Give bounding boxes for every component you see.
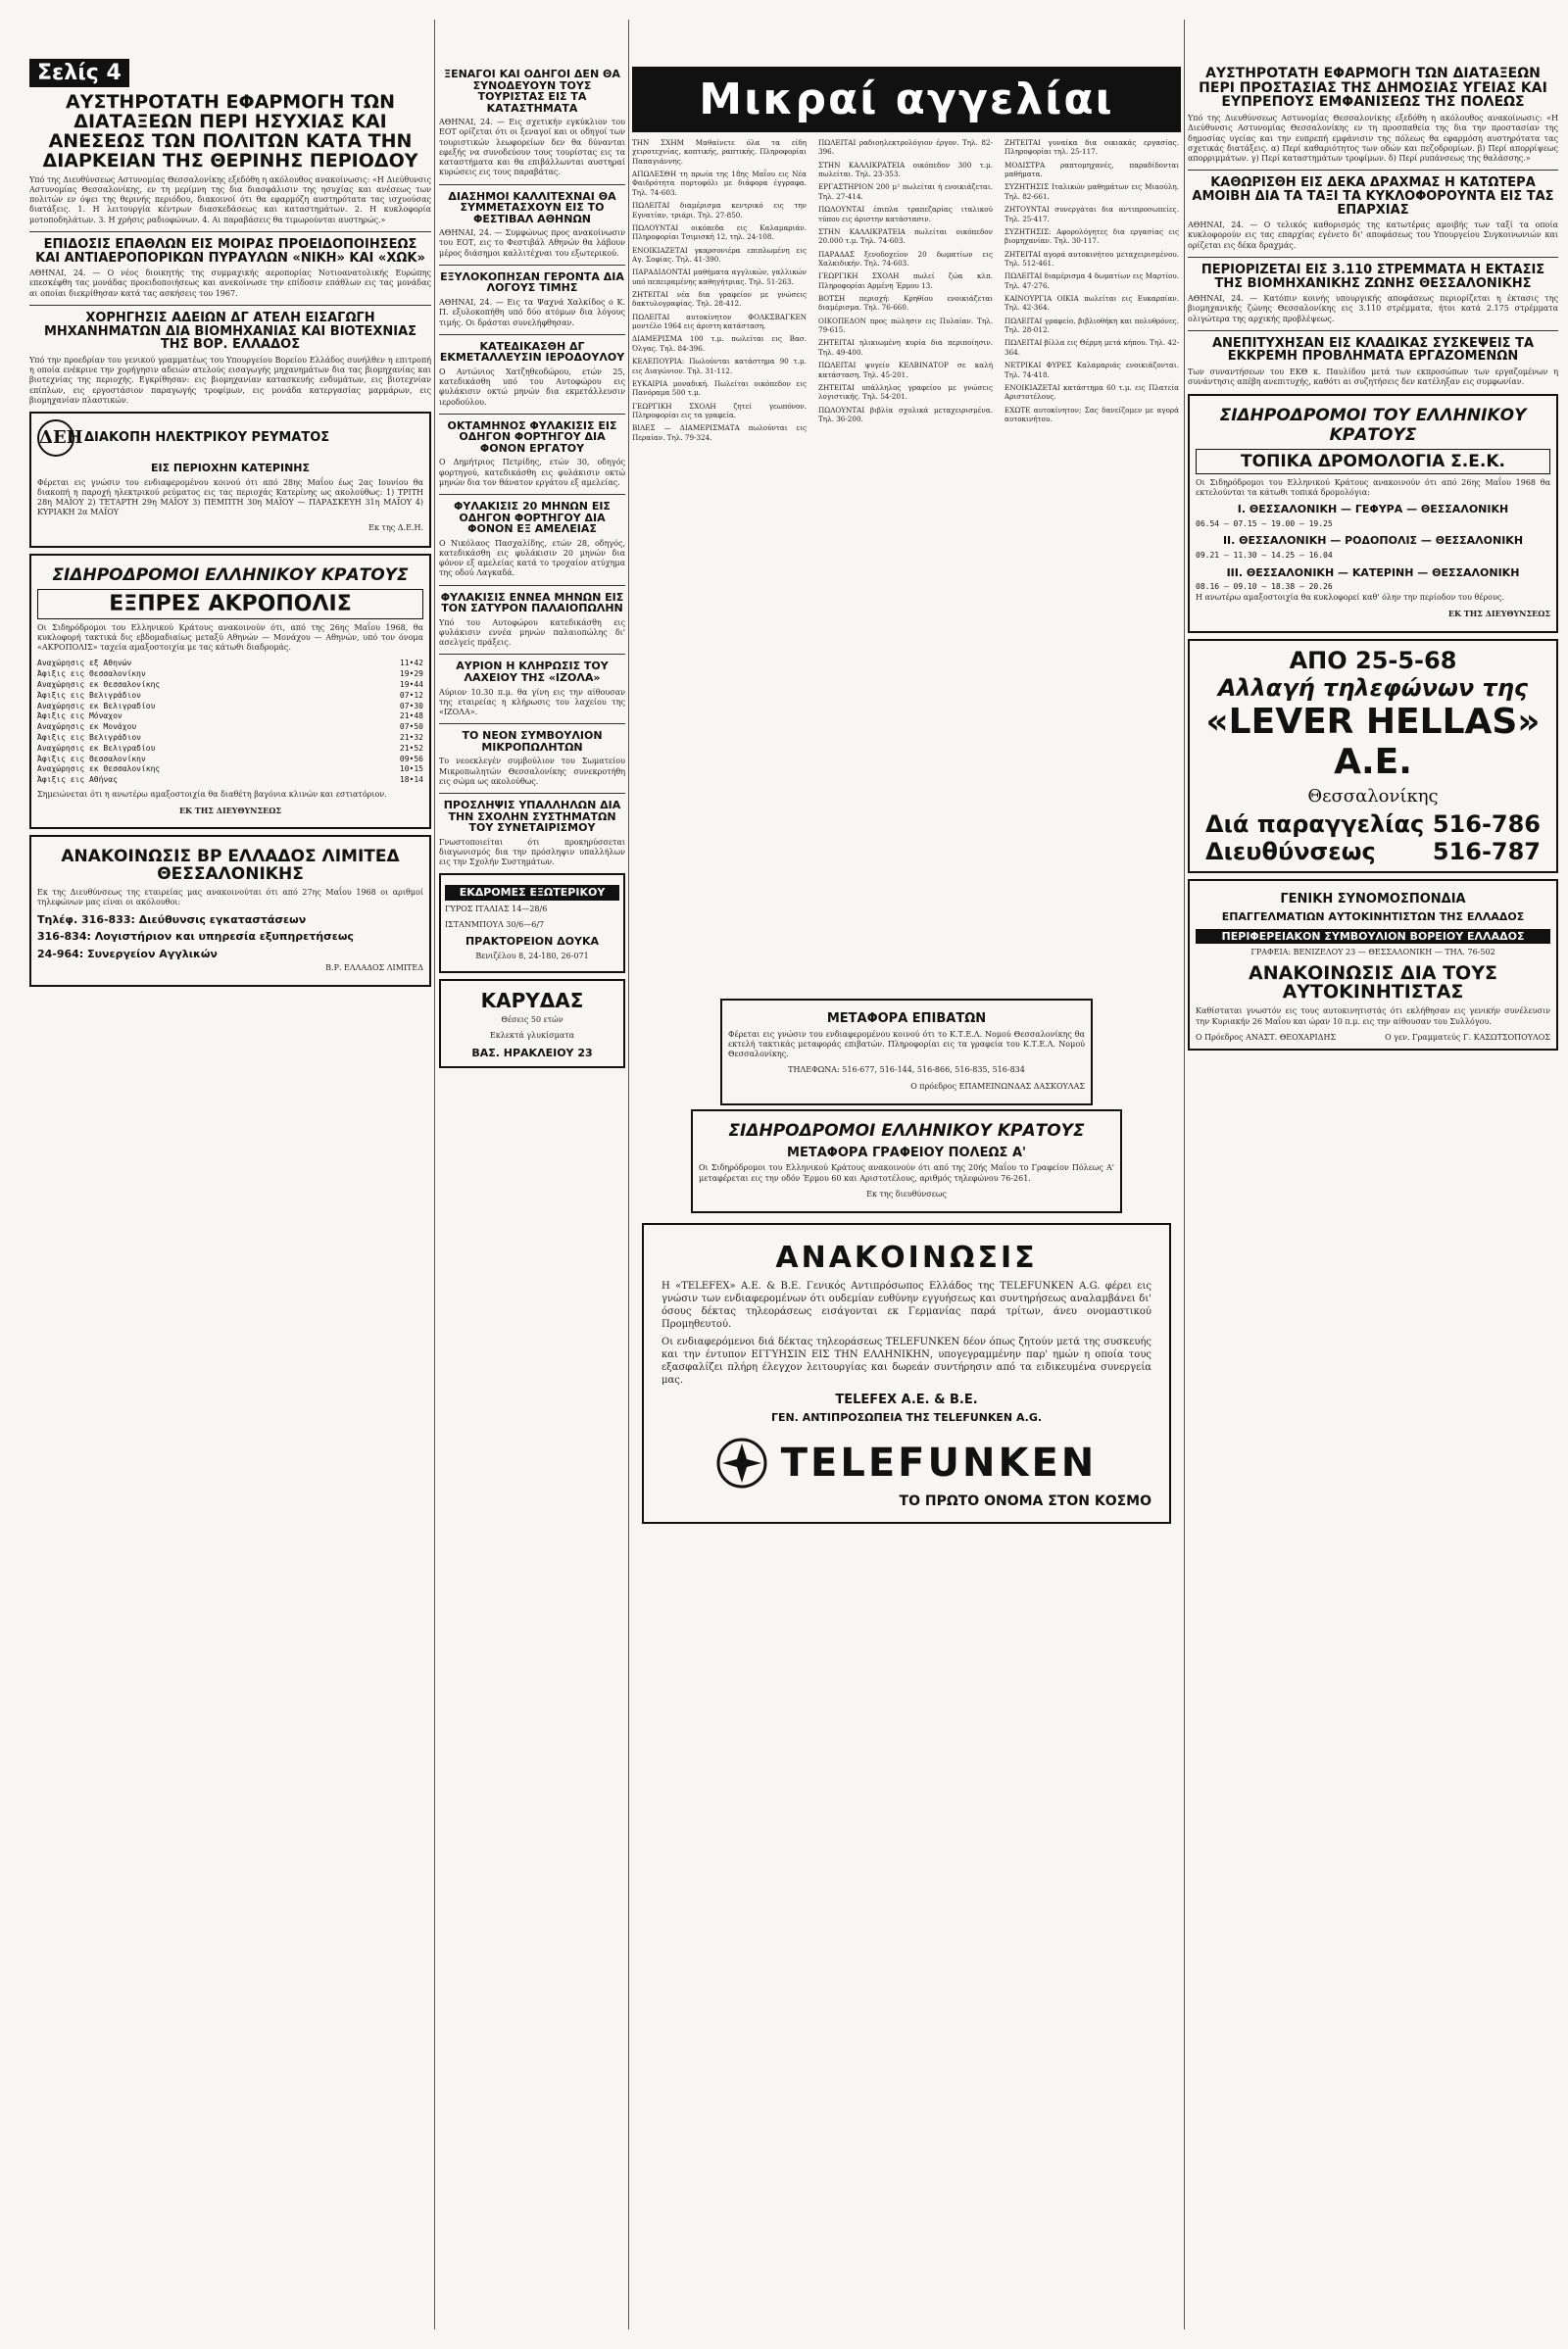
timetable-station: Άφιξις εις Βελιγράδιον [37,690,141,700]
timetable-time: 18•14 [399,775,423,785]
rail-notice-local [1188,394,1558,633]
classified-ad: ΖΗΤΕΙΤΑΙ υπάλληλος γραφείου με γνώσεις λογιστικής. Τηλ. 54-201. [818,382,993,402]
org-name: ΓΕΝΙΚΗ ΣΥΝΟΜΟΣΠΟΝΔΙΑ [1280,891,1466,906]
divider [439,334,625,335]
timetable-row [37,702,423,712]
timetable-station: Άφιξις εις Αθήνας [37,775,118,785]
ad-agency: ΠΡΑΚΤΟΡΕΙΟΝ ΔΟΥΚΑ [465,935,600,949]
excursion-list [445,905,619,930]
ad-brand: «LEVER HELLAS» Α.Ε. [1205,701,1541,782]
headline: ΕΞΥΛΟΚΟΠΗΣΑΝ ΓΕΡΟΝΤΑ ΔΙΑ ΛΟΓΟΥΣ ΤΙΜΗΣ [440,269,624,295]
headline: ΟΚΤΑΜΗΝΟΣ ΦΥΛΑΚΙΣΙΣ ΕΙΣ ΟΔΗΓΟΝ ΦΟΡΤΗΓΟΥ ΔΙΑ ΦΟΝΟΝ ΕΡΓΑΤΟΥ [447,418,617,455]
notice-sign: ΓΕΝ. ΑΝΤΙΠΡΟΣΩΠΕΙΑ ΤΗΣ TELEFUNKEN A.G. [770,1411,1043,1425]
article-body: Των συναντήσεων του ΕΚΘ κ. Παυλίδου μετά των εκπροσώπων των εργαζομένων η συνάντησις απέβη ανεπιτυχής, καθότι αι συζητήσεις δεν κατέληξαν εις συμφωνίαν. [1188,367,1558,387]
notice-sign: TELEFEX A.E. & B.E. [835,1392,978,1407]
rail-notice-akropolis [29,554,431,830]
notice-sign: Ο πρόεδρος ΕΠΑΜΕΙΝΩΝΔΑΣ ΔΑΣΚΟΥΛΑΣ [910,1081,1085,1091]
classified-ad: ΒΟΤΣΗ περιοχή: Κρηθίου ενοικιάζεται διαμέρισμα. Τηλ. 76-660. [818,294,993,313]
classified-ad: ΣΥΖΗΤΗΣΙΣ Ιταλικών μαθημάτων εις Μιαούλη. Τηλ. 82-661. [1004,182,1179,201]
notice-body: Οι Σιδηρόδρομοι του Ελληνικού Κράτους ανακοινούν ότι από 26ης Μαΐου 1968 θα εκτελούνται τα κάτωθι τοπικά δρομολόγια: [1196,477,1550,497]
notice-phones: ΤΗΛΕΦΩΝΑ: 516-677, 516-144, 516-866, 516-835, 516-834 [788,1065,1025,1075]
org-address: ΓΡΑΦΕΙΑ: ΒΕΝΙΖΕΛΟΥ 23 — ΘΕΣΣΑΛΟΝΙΚΗ — ΤΗΛ. 76-502 [1250,948,1495,957]
notice-body: Εκ της Διευθύνσεως της εταιρείας μας ανακοινούται ότι από 27ης Μαΐου 1968 οι αριθμοί τηλεφώνων μας είναι οι ακόλουθοι: [37,888,423,907]
classified-ad: ΕΝΟΙΚΙΑΖΕΤΑΙ κατάστημα 60 τ.μ. εις Πλατεία Αριστοτέλους. [1004,382,1179,402]
timetable-row [37,764,423,775]
divider [439,265,625,266]
headline: ΕΠΙΔΟΣΙΣ ΕΠΑΘΛΩΝ ΕΙΣ ΜΟΙΡΑΣ ΠΡΟΕΙΔΟΠΟΙΗΣΕΩΣ ΚΑΙ ΑΝΤΙΑΕΡΟΠΟΡΙΚΩΝ ΠΥΡΑΥΛΩΝ «ΝΙΚΗ» ΚΑΙ «ΧΩΚ» [35,236,425,266]
phone-line: 24-964: Συνεργείον Αγγλικών [37,947,218,960]
classified-ad: ΠΩΛΕΙΤΑΙ βίλλα εις Θέρμη μετά κήπου. Τηλ. 42-364. [1004,338,1179,357]
classified-ad: ΠΩΛΕΙΤΑΙ αυτοκίνητον ΦΟΛΚΣΒΑΓΚΕΝ μοντέλο 1964 εις άριστη κατάσταση. [632,312,807,331]
timetable-time: 21•52 [399,743,423,753]
column-3 [632,0,1181,2349]
classifieds-column [818,138,993,427]
notice-note: Σημειώνεται ότι η ανωτέρω αμαξοστοιχία θα διαθέτη βαγόνια κλινών και εστιατόριον. [37,789,387,799]
timetable-row [37,722,423,733]
classifieds-grid [632,132,1181,995]
timetable [37,659,423,786]
timetable-station: Άφιξις εις Βελιγράδιον [37,733,141,742]
divider [1188,330,1558,331]
notice-title: ΣΙΔΗΡΟΔΡΟΜΟΙ ΕΛΛΗΝΙΚΟΥ ΚΡΑΤΟΥΣ [52,564,409,585]
timetable-station: Αναχώρησις εκ Βελιγραδίου [37,701,156,710]
timetable-station: Άφιξις εις Μόναχον [37,711,122,721]
headline: ΠΡΟΣΛΗΨΙΣ ΥΠΑΛΛΗΛΩΝ ΔΙΑ ΤΗΝ ΣΧΟΛΗΝ ΣΥΣΤΗΜΑΤΩΝ ΤΟΥ ΣΥΝΕΤΑΙΡΙΣΜΟΥ [443,799,621,835]
ad-brand: ΚΑΡΥΔΑΣ [480,989,584,1013]
headline: ΔΙΑΣΗΜΟΙ ΚΑΛΛΙΤΕΧΝΑΙ ΘΑ ΣΥΜΜΕΤΑΣΧΟΥΝ ΕΙΣ ΤΟ ΦΕΣΤΙΒΑΛ ΑΘΗΝΩΝ [448,189,616,225]
classified-ad: ΖΗΤΕΙΤΑΙ αγορά αυτοκινήτου μεταχειρισμένου. Τηλ. 512-461. [1004,249,1179,268]
route-times: 09.21 — 11.30 — 14.25 — 16.04 [1196,550,1333,560]
headline: ΑΝΕΠΙΤΥΧΗΣΑΝ ΕΙΣ ΚΛΑΔΙΚΑΣ ΣΥΣΚΕΨΕΙΣ ΤΑ ΕΚΚΡΕΜΗ ΠΡΟΒΛΗΜΑΤΑ ΕΡΓΑΖΟΜΕΝΩΝ [1211,335,1535,365]
article-body: Ο Δημήτριος Πετρίδης, ετών 30, οδηγός φορτηγού, κατεδικάσθη εις φυλάκισιν οκτώ μηνών δια τον θάνατον εργάτου εξ αμελείας. [439,458,625,487]
classified-ad: ΠΩΛΕΙΤΑΙ γραφείο, βιβλιοθήκη και πολυθρόνες. Τηλ. 28-012. [1004,316,1179,335]
classified-ad: ΠΩΛΟΥΝΤΑΙ οικόπεδα εις Καλαμαριάν. Πληροφορίαι Τσιμισκή 12, τηλ. 24-108. [632,222,807,242]
notice-sign: Εκ της Δ.Ε.Η. [368,523,423,533]
classified-ad: ΖΗΤΕΙΤΑΙ γυναίκα δια οικιακάς εργασίας. Πληροφορίαι τηλ. 25-117. [1004,138,1179,157]
classified-ad: ΓΕΩΡΓΙΚΗ ΣΧΟΛΗ ζητεί γεωπόνον. Πληροφορίαι εις τα γραφεία. [632,401,807,419]
notice-subtitle: ΕΙΣ ΠΕΡΙΟΧΗΝ ΚΑΤΕΡΙΝΗΣ [150,462,311,474]
classified-ad: ΠΩΛΕΙΤΑΙ ψυγείο ΚΕΛΒΙΝΑΤΟΡ σε καλή κατάσταση. Τηλ. 45-201. [818,361,993,379]
article-body: ΑΘΗΝΑΙ, 24. — Κατόπιν κοινής υπουργικής αποφάσεως περιορίζεται η έκτασις της βιομηχανικής ζώνης Θεσσαλονίκης εις 3.110 στρέμματα, ήτοι κατά 2.175 στρέμματα ολιγώτερα της αρχικής προβλέψεως. [1188,294,1558,323]
classified-ad: ΠΩΛΕΙΤΑΙ διαμέρισμα κεντρικό εις την Εγνατίαν, τριάρι. Τηλ. 27-850. [632,201,807,220]
notice-title: ΑΝΑΚΟΙΝΩΣΙΣ ΔΙΑ ΤΟΥΣ ΑΥΤΟΚΙΝΗΤΙΣΤΑΣ [1249,961,1497,1003]
article-body: Υπό την προεδρίαν του γενικού γραμματέως του Υπουργείου Βορείου Ελλάδος συνήλθεν η επιτροπή η οποία ενέκρινε την χορήγησιν αδειών ατελούς εισαγωγής μηχανημάτων δια τας βιομηχανίας και βιοτεχνίας της περιοχής. Εγκρίθησαν: εις βιομηχανίαν κατασκευής ενδυμάτων, εις βιοτεχνίαν επίπλων, εις εργοστάσιον παραγωγής τροφίμων, εις μονάδα κατεργασίας μαρμάρων, εις βιομηχανίαν πλαστικών. [29,355,431,405]
notice-body: Οι Σιδηρόδρομοι του Ελληνικού Κράτους ανακοινούν ότι από της 20ής Μαΐου το Γραφείον Πόλεως Α' μεταφέρεται εις την οδόν Έρμου 60 και Αριστοτέλους, αριθμός τηλεφώνου 76-261. [699,1163,1114,1183]
notice-sign: ΕΚ ΤΗΣ ΔΙΕΥΘΥΝΣΕΩΣ [178,806,282,816]
classified-ad: ΚΕΛΕΠΟΥΡΙΑ: Πωλούνται κατάστημα 90 τ.μ. εις Διαγώνιον. Τηλ. 31-112. [632,357,807,375]
headline: ΑΥΡΙΟΝ Η ΚΛΗΡΩΣΙΣ ΤΟΥ ΛΑΧΕΙΟΥ ΤΗΣ «ΙΖΟΛΑ» [456,660,609,685]
headline: ΚΑΤΕΔΙΚΑΣΘΗ ΔΓ ΕΚΜΕΤΑΛΛΕΥΣΙΝ ΙΕΡΟΔΟΥΛΟΥ [439,339,625,365]
classified-ad: ΓΕΩΡΓΙΚΗ ΣΧΟΛΗ πωλεί ζώα κλπ. Πληροφορίαι Αρμένη Έρμου 13. [818,271,993,290]
notice-sign: Ο Πρόεδρος ΑΝΑΣΤ. ΘΕΟΧΑΡΙΔΗΣ [1196,1032,1337,1042]
excursion-item: ΓΥΡΟΣ ΙΤΑΛΙΑΣ 14—28/6 [445,904,548,913]
timetable-station: Αναχώρησις εξ Αθηνών [37,659,132,668]
classified-ad: ΣΤΗΝ ΚΑΛΛΙΚΡΑΤΕΙΑ οικόπεδον 300 τ.μ. πωλείται. Τηλ. 23-353. [818,160,993,179]
telefunken-brand: TELEFUNKEN [780,1440,1098,1486]
notice-title: ΣΙΔΗΡΟΔΡΟΜΟΙ ΤΟΥ ΕΛΛΗΝΙΚΟΥ ΚΡΑΤΟΥΣ [1219,405,1527,445]
phone-label: Διευθύνσεως [1205,837,1376,865]
classifieds-column [632,138,807,446]
timetable-time: 11•42 [399,659,423,668]
notice-body: Φέρεται εις γνώσιν του ενδιαφερομένου κοινού ότι το Κ.Τ.Ε.Λ. Νομού Θεσσαλονίκης θα εκτελή τακτικάς μεταφοράς επιβατών. Πληροφορίαι εις τα γραφεία του Κ.Τ.Ε.Λ. Νομού Θεσσαλονίκης. [728,1029,1085,1059]
timetable-row [37,659,423,669]
timetable-row [37,733,423,744]
rail-notice-office [691,1109,1122,1213]
article-body: ΑΘΗΝΑΙ, 24. — Ο νέος διοικητής της συμμαχικής αεροπορίας Νοτιοανατολικής Ευρώπης επεσκέφθη τας μονάδας προειδοποιήσεως και ανεκοίνωσε την επίδοσιν επάθλων εις τας μονάδας αι οποίαι διεκρίθησαν κατά τας ασκήσεις του 1967. [29,269,431,298]
timetable-time: 19•29 [399,669,423,679]
notice-body: Φέρεται εις γνώσιν του ενδιαφερομένου κοινού ότι από 28ης Μαΐου έως 2ας Ιουνίου θα διακοπή η παροχή ηλεκτρικού ρεύματος εις τας περιοχάς Κατερίνης ως ακολούθως: 1) ΤΡΙΤΗ 28η ΜΑΪΟΥ 2) ΤΕΤΑΡΤΗ 29η ΜΑΪΟΥ 3) ΠΕΜΠΤΗ 30η ΜΑΪΟΥ — ΠΑΡΑΣΚΕΥΗ 31η ΜΑΪΟΥ 4) ΚΥΡΙΑΚΗ 2α ΜΑΪΟΥ [37,477,423,517]
classified-ad: ΕΝΟΙΚΙΑΖΕΤΑΙ γκαρσονιέρα επιπλωμένη εις Αγ. Σοφίας. Τηλ. 41-390. [632,245,807,264]
notice-title: ΑΝΑΚΟΙΝΩΣΙΣ [775,1241,1038,1276]
classified-ad: ΜΟΔΙΣΤΡΑ ραπτομηχανές, παραδίδονται μαθήματα. [1004,160,1179,179]
ad-city: Θεσσαλονίκης [1307,785,1439,807]
transport-notice [720,999,1093,1105]
article-body: Υπό της Διευθύνσεως Αστυνομίας Θεσσαλονίκης εξεδόθη η ακόλουθος ανακοίνωσις: «Η Διεύθυνσις Αστυνομίας Θεσσαλονίκης, εν τη μερίμνη της δια διασφάλισιν της ησυχίας και ανέσεως των πολιτών εν όψει της θερινής περιόδου, διακοινοί ότι θα εφαρμόζη αυστηρότατα τας ισχυούσας διατάξεις. 1. Η λειτουργία κέντρων διασκεδάσεως και καταστημάτων. 2. Η κυκλοφορία μοτοποδηλάτων. 3. Η χρήσις ραδιοφώνων. 4. Αι παραβάσεις θα τιμωρούνται αυστηρώς.» [29,174,431,224]
classified-ad: ΖΗΤΕΙΤΑΙ ηλικιωμένη κυρία δια περιποίησιν. Τηλ. 49-400. [818,338,993,357]
org-name: ΕΠΑΓΓΕΛΜΑΤΙΩΝ ΑΥΤΟΚΙΝΗΤΙΣΤΩΝ ΤΗΣ ΕΛΛΑΔΟΣ [1221,910,1525,924]
classifieds-column [1004,138,1179,427]
headline: ΦΥΛΑΚΙΣΙΣ ΕΝΝΕΑ ΜΗΝΩΝ ΕΙΣ ΤΟΝ ΣΑΤΥΡΟΝ ΠΑΛΑΙΟΠΩΛΗΝ [440,590,624,615]
classified-ad: ΕΧΩΤΕ αυτοκίνητον; Σας δανείζομεν με αγορά αυτοκινήτου. [1004,405,1179,423]
timetable-time: 21•48 [399,711,423,721]
brd-notice [29,835,431,987]
divider [439,184,625,185]
phone-line: Τηλέφ. 316-833: Διεύθυνσις εγκαταστάσεων [37,912,307,926]
column-4 [1188,0,1558,2349]
divider [29,231,431,232]
notice-title: ΜΕΤΑΦΟΡΑ ΕΠΙΒΑΤΩΝ [826,1011,987,1026]
classified-ad: ΣΥΖΗΤΗΣΙΣ: Αφορολόγητες δια εργασίας εις βιομηχανίαν. Τηλ. 30-117. [1004,226,1179,246]
timetable-row [37,755,423,765]
ad-title: ΕΚΔΡΟΜΕΣ ΕΞΩΤΕΡΙΚΟΥ [445,885,619,901]
headline: ΞΕΝΑΓΟΙ ΚΑΙ ΟΔΗΓΟΙ ΔΕΝ ΘΑ ΣΥΝΟΔΕΥΟΥΝ ΤΟΥΣ ΤΟΥΡΙΣΤΑΣ ΕΙΣ ΤΑ ΚΑΤΑΣΤΗΜΑΤΑ [444,68,620,115]
divider [439,723,625,724]
timetable-row [37,691,423,702]
classified-ad: ΕΥΚΑΙΡΙΑ μοναδική. Πωλείται οικόπεδον εις Πανόραμα 500 τ.μ. [632,378,807,398]
excursions-ad [439,873,625,973]
column-2 [439,0,625,2349]
article-body: ΑΘΗΝΑΙ, 24. — Εις σχετικήν εγκύκλιον του ΕΟΤ ορίζεται ότι οι ξεναγοί και οι οδηγοί των τουριστικών λεωφορείων δεν θα δύνανται εφεξής να συνοδεύουν τους τουρίστας εις τα καταστήματα και θα επιβάλλωνται αυστηραί κυρώσεις εις τους παραβάτας. [439,118,625,177]
karydas-ad [439,979,625,1068]
notice-title: ΑΝΑΚΟΙΝΩΣΙΣ ΒΡ ΕΛΛΑΔΟΣ ΛΙΜΙΤΕΔ ΘΕΣΣΑΛΟΝΙΚΗΣ [61,847,400,885]
notice-subtitle: ΜΕΤΑΦΟΡΑ ΓΡΑΦΕΙΟΥ ΠΟΛΕΩΣ Α' [787,1145,1026,1160]
ad-date: ΑΠΟ 25-5-68 [1289,646,1457,674]
phone-number: 516-786 [1432,809,1541,838]
timetable-row [37,775,423,786]
timetable-station: Άφιξις εις Θεσσαλονίκην [37,754,146,763]
ad-line: Αλλαγή τηλεφώνων της [1217,673,1529,702]
classified-ad: ΠΑΡΑΔΑΣ ξενοδοχείον 20 δωματίων εις Χαλκιδικήν. Τηλ. 74-603. [818,249,993,268]
classified-ad: ΑΠΩΛΕΣΘΗ τη πρωία της 18ης Μαΐου εις Νέα Φαιδρότητα πορτοφόλι με διάφορα έγγραφα. Τηλ. 74-603. [632,170,807,197]
notice-body: Καθίσταται γνωστόν εις τους αυτοκινητιστάς ότι εκλήθησαν εις γενικήν συνέλευσιν την Κυριακήν 26 Μαΐου και ώραν 10 π.μ. εις την αίθουσαν του Συλλόγου. [1196,1006,1550,1026]
ad-address: Βενιζέλου 8, 24-180, 26-071 [475,951,589,960]
classified-ad: ΣΤΗΝ ΚΑΛΛΙΚΡΑΤΕΙΑ πωλείται οικόπεδον 20.000 τ.μ. Τηλ. 74-603. [818,226,993,246]
article-body: Αύριον 10.30 π.μ. θα γίνη εις την αίθουσαν της εταιρείας η κλήρωσις του λαχείου της «ΙΖΟΛΑ». [439,687,625,717]
notice-title: ΣΙΔΗΡΟΔΡΟΜΟΙ ΕΛΛΗΝΙΚΟΥ ΚΡΑΤΟΥΣ [728,1120,1085,1141]
timetable-row [37,744,423,755]
column-rule [434,20,435,2329]
timetable-time: 07•12 [399,690,423,700]
timetable-row [37,680,423,691]
notice-body: Η «TELEFEX» Α.Ε. & Β.Ε. Γενικός Αντιπρόσωπος Ελλάδος της TELEFUNKEN A.G. φέρει εις γνώσιν των ενδιαφερομένων ότι ουδεμίαν ευθύνην εγγυήσεως και συντηρήσεως αναλαμβάνει δι' όσους δέκτας τηλεοράσεως εισάγονται εκ Γερμανίας παρά τρίτων, άνευ ονομαστικού Προμηθευτού. [662,1281,1152,1330]
notice-note: Η ανωτέρω αμαξοστοιχία θα κυκλοφορεί καθ' όλην την περίοδον του θέρους. [1196,593,1504,603]
ad-address: ΒΑΣ. ΗΡΑΚΛΕΙΟΥ 23 [471,1046,593,1059]
timetable-time: 21•32 [399,733,423,742]
timetable-station: Άφιξις εις Θεσσαλονίκην [37,669,146,679]
column-rule [1184,20,1185,2329]
notice-sign: Εκ της διευθύνσεως [866,1189,947,1199]
classified-ad: ΠΩΛΕΙΤΑΙ ραδιοηλεκτρολόγιον έργον. Τηλ. 82-396. [818,138,993,157]
article-body: ΑΘΗΝΑΙ, 24. — Συμφώνως προς ανακοίνωσιν του ΕΟΤ, εις το Φεστιβάλ Αθηνών θα λάβουν μέρος διάσημοι καλλιτέχναι του εξωτερικού. [439,228,625,258]
headline: ΑΥΣΤΗΡΟΤΑΤΗ ΕΦΑΡΜΟΓΗ ΤΩΝ ΔΙΑΤΑΞΕΩΝ ΠΕΡΙ ΠΡΟΣΤΑΣΙΑΣ ΤΗΣ ΔΗΜΟΣΙΑΣ ΥΓΕΙΑΣ ΚΑΙ ΕΥΠΡΕΠΟΥΣ ΕΜΦΑΝΙΣΕΩΣ ΤΗΣ ΠΟΛΕΩΣ [1199,66,1547,111]
divider [439,414,625,415]
headline: ΚΑΘΩΡΙΣΘΗ ΕΙΣ ΔΕΚΑ ΔΡΑΧΜΑΣ Η ΚΑΤΩΤΕΡΑ ΑΜΟΙΒΗ ΔΙΑ ΤΑ ΤΑΞΙ ΤΑ ΚΥΚΛΟΦΟΡΟΥΝΤΑ ΕΙΣ ΤΑΣ ΕΠΑΡΧΙΑΣ [1192,175,1554,218]
route-name: III. ΘΕΣΣΑΛΟΝΙΚΗ — ΚΑΤΕΡΙΝΗ — ΘΕΣΣΑΛΟΝΙΚΗ [1226,565,1520,579]
ad-line: Εκλεκτά γλυκίσματα [489,1031,575,1041]
motorists-notice [1188,879,1558,1052]
timetable-station: Αναχώρησις εκ Βελιγραδίου [37,743,156,753]
page-label: Σελίς 4 [29,59,129,87]
timetable-time: 07•50 [399,722,423,732]
headline: ΤΟ ΝΕΟΝ ΣΥΜΒΟΥΛΙΟΝ ΜΙΚΡΟΠΩΛΗΤΩΝ [462,729,603,754]
notice-body: Οι Σιδηρόδρομοι του Ελληνικού Κράτους ανακοινούν ότι, από της 26ης Μαΐου 1968, θα κυκλοφορή τακτικά δις εβδομαδιαίως μεταξύ Αθηνών — Μονάχου — Αθηνών, υπό τον όνομα «ΑΚΡΟΠΟΛΙΣ» ταχεία αμαξοστοιχία με τας κάτωθι διαδρομάς. [37,622,423,653]
headline: ΦΥΛΑΚΙΣΙΣ 20 ΜΗΝΩΝ ΕΙΣ ΟΔΗΓΟΝ ΦΟΡΤΗΓΟΥ ΔΙΑ ΦΟΝΟΝ ΕΞ ΑΜΕΛΕΙΑΣ [454,500,611,536]
classified-ad: ΠΩΛΟΥΝΤΑΙ βιβλία σχολικά μεταχειρισμένα. Τηλ. 36-200. [818,405,993,423]
classified-ad: ΠΩΛΕΙΤΑΙ διαμέρισμα 4 δωματίων εις Μαρτίου. Τηλ. 47-276. [1004,271,1179,290]
classified-ad: ΕΡΓΑΣΤΗΡΙΟΝ 200 μ² πωλείται ή ενοικιάζεται. Τηλ. 27-414. [818,182,993,201]
divider [439,585,625,586]
article-body: Υπό της Διευθύνσεως Αστυνομίας Θεσσαλονίκης εξεδόθη η ακόλουθος ανακοίνωσις: «Η Διεύθυνσις Αστυνομίας Θεσσαλονίκης εν τη προσπαθεία της δια την προστασίαν της δημοσίας υγείας και την ευπρεπή εμφάνισιν της πόλεως θα εφαρμόση αυστηρότατα τας σχετικάς διατάξεις. α) Περί καθαριότητος των οδών και πεζοδρομίων. β) Περί απορρίψεως απορριμμάτων. γ) Περί καταστημάτων τροφίμων. δ) Περί ρυπάνσεως της θαλάσσης.» [1188,114,1558,163]
classified-ad: ΖΗΤΟΥΝΤΑΙ συνεργάται δια αντιπροσωπείες. Τηλ. 25-417. [1004,205,1179,223]
classified-ad: ΝΕΤΡΙΚΑΙ ΦΥΡΕΣ Καλαμαριάς ενοικιάζονται. Τηλ. 74-418. [1004,361,1179,379]
phone-list [37,914,423,960]
timetable-row [37,669,423,680]
article-body: ΑΘΗΝΑΙ, 24. — Εις τα Ψαχνά Χαλκίδος ο Κ. Π. εξυλοκοπήθη υπό δύο ατόμων δια λόγους τιμής. Οι δράσται συνελήφθησαν. [439,298,625,327]
divider [1188,170,1558,171]
notice-sign: Ο γεν. Γραμματεύς Γ. ΚΑΣΩΤΣΟΠΟΥΛΟΣ [1385,1032,1550,1042]
lightning-icon: ΔΕΗ [37,419,74,457]
timetable-time: 10•15 [399,764,423,774]
notice-subtitle: ΤΟΠΙΚΑ ΔΡΟΜΟΛΟΓΙΑ Σ.Ε.Κ. [1196,449,1550,474]
article-body: Ο Νικόλαος Πασχαλίδης, ετών 28, οδηγός, κατεδικάσθη εις φυλάκισιν 20 μηνών δια φόνον εξ αμελείας κατά το τροχαίον ατύχημα της οδού Λαγκαδά. [439,538,625,578]
phone-number: 516-787 [1432,837,1541,865]
timetable-station: Αναχώρησις εκ Μονάχου [37,722,137,732]
timetable-station: Αναχώρησις εκ Θεσσαλονίκης [37,680,161,690]
divider [439,654,625,655]
notice-sign: Β.Ρ. ΕΛΛΑΔΟΣ ΛΙΜΙΤΕΔ [325,963,423,973]
route-times: 06.54 — 07.15 — 19.00 — 19.25 [1196,518,1333,528]
article-body: Ο Αντώνιος Χατζηθεοδώρου, ετών 25, κατεδικάσθη υπό του Αυτοφώρου εις φυλάκισιν οκτώ μηνών δια εκμετάλλευσιν ιεροδούλου. [439,367,625,407]
article-body: Το νεοεκλεγέν συμβούλιον του Σωματείου Μικροπωλητών Θεσσαλονίκης συνεκροτήθη εις σώμα ως ακολούθως. [439,757,625,786]
notice-subtitle: ΕΞΠΡΕΣ ΑΚΡΟΠΟΛΙΣ [37,589,423,619]
article-body: Γνωστοποιείται ότι προκηρύσσεται διαγωνισμός δια την πρόσληψιν υπαλλήλων εις την Σχολήν Συστημάτων. [439,837,625,867]
notice-sign: ΕΚ ΤΗΣ ΔΙΕΥΘΥΝΣΕΩΣ [1447,609,1550,619]
route-list [1196,504,1550,593]
telefunken-slogan: ΤΟ ΠΡΩΤΟ ΟΝΟΜΑ ΣΤΟΝ ΚΟΣΜΟ [899,1493,1152,1509]
phone-line: 316-834: Λογιστήριον και υπηρεσία εξυπηρετήσεως [37,930,354,944]
telefunken-star-icon [716,1438,767,1489]
headline: ΑΥΣΤΗΡΟΤΑΤΗ ΕΦΑΡΜΟΓΗ ΤΩΝ ΔΙΑΤΑΞΕΩΝ ΠΕΡΙ ΗΣΥΧΙΑΣ ΚΑΙ ΑΝΕΣΕΩΣ ΤΩΝ ΠΟΛΙΤΩΝ ΚΑΤΑ ΤΗΝ ΔΙΑΡΚΕΙΑΝ ΤΗΣ ΘΕΡΙΝΗΣ ΠΕΡΙΟΔΟΥ [42,91,418,171]
article-body: Υπό του Αυτοφώρου κατεδικάσθη εις φυλάκισιν εννέα μηνών παλαιοπώλης δι' ασελγείς πράξεις. [439,617,625,648]
route-name: II. ΘΕΣΣΑΛΟΝΙΚΗ — ΡΟΔΟΠΟΛΙΣ — ΘΕΣΣΑΛΟΝΙΚΗ [1222,534,1524,548]
classified-ad: ΤΗΝ ΣΧΗΜ Μαθαίνετε όλα τα είδη χειροτεχνίας, κοπτικής, ραπτικής. Πληροφορίαι Παπαγιάννης. [632,138,807,166]
article-body: ΑΘΗΝΑΙ, 24. — Ο τελικός καθορισμός της κατωτέρας αμοιβής των ταξί τα οποία κυκλοφορούν εις τας επαρχίας εγένετο δι' αποφάσεως του Υπουργείου Συγκοινωνιών και ορίζεται εις δέκα δραχμάς. [1188,220,1558,250]
classified-ad: ΠΑΡΑΔΙΔΟΝΤΑΙ μαθήματα αγγλικών, γαλλικών υπό πεπειραμένης καθηγήτριας. Τηλ. 51-263. [632,268,807,286]
headline: ΠΕΡΙΟΡΙΖΕΤΑΙ ΕΙΣ 3.110 ΣΤΡΕΜΜΑΤΑ Η ΕΚΤΑΣΙΣ ΤΗΣ ΒΙΟΜΗΧΑΝΙΚΗΣ ΖΩΝΗΣ ΘΕΣΣΑΛΟΝΙΚΗΣ [1200,262,1545,291]
timetable-time: 09•56 [399,754,423,763]
timetable-time: 07•30 [399,701,423,710]
classified-ad: ΚΑΙΝΟΥΡΓΙΑ ΟΙΚΙΑ πωλείται εις Ευκαρπίαν. Τηλ. 42-364. [1004,294,1179,313]
classified-ad: ΟΙΚΟΠΕΔΟΝ προς πώλησιν εις Πυλαίαν. Τηλ. 79-615. [818,316,993,335]
classified-ad: ΖΗΤΕΙΤΑΙ νέα δια γραφείον με γνώσεις δακτυλογραφίας. Τηλ. 28-412. [632,290,807,309]
headline: ΧΟΡΗΓΗΣΙΣ ΑΔΕΙΩΝ ΔΓ ΑΤΕΛΗ ΕΙΣΑΓΩΓΗ ΜΗΧΑΝΗΜΑΤΩΝ ΔΙΑ ΒΙΟΜΗΧΑΝΙΑΣ ΚΑΙ ΒΙΟΤΕΧΝΙΑΣ ΤΗΣ ΒΟΡ. ΕΛΛΑΔΟΣ [43,310,417,353]
excursion-item: ΙΣΤΑΝΜΠΟΥΛ 30/6—6/7 [445,920,545,930]
classified-ad: ΠΩΛΟΥΝΤΑΙ έπιπλα τραπεζαρίας ιταλικού τύπου εις άριστην κατάστασιν. [818,205,993,223]
column-1 [29,0,431,2349]
org-sub: ΠΕΡΙΦΕΡΕΙΑΚΟΝ ΣΥΜΒΟΥΛΙΟΝ ΒΟΡΕΙΟΥ ΕΛΛΑΔΟΣ [1196,929,1550,945]
classified-ad: ΔΙΑΜΕΡΙΣΜΑ 100 τ.μ. πωλείται εις Βασ. Όλγας. Τηλ. 84-396. [632,334,807,353]
timetable-row [37,711,423,722]
timetable-station: Αναχώρησις εκ Θεσσαλονίκης [37,764,161,774]
timetable-time: 19•44 [399,680,423,690]
column-rule [628,20,629,2329]
notice-body: Οι ενδιαφερόμενοι διά δέκτας τηλεοράσεως TELEFUNKEN δέον όπως ζητούν μετά της συσκευής και την έντυπον ΕΓΓΥΗΣΙΝ ΕΙΣ ΤΗΝ ΕΛΛΗΝΙΚΗΝ, υπογεγραμμένην παρ' ημών η οποία τους εξασφαλίζει πλήρη έλεγχον λειτουργίας και δωρεάν συντήρησιν από τα ειδικευμένα συνεργεία μας. [662,1337,1152,1386]
route-times: 08.16 — 09.10 — 18.38 — 20.26 [1196,582,1333,592]
divider [439,793,625,794]
dei-notice [29,412,431,548]
ad-line: Θέσεις 50 ετών [501,1015,564,1025]
notice-title: ΔΙΑΚΟΠΗ ΗΛΕΚΤΡΙΚΟΥ ΡΕΥΜΑΤΟΣ [84,430,330,446]
route-name: I. ΘΕΣΣΑΛΟΝΙΚΗ — ΓΕΦΥΡΑ — ΘΕΣΣΑΛΟΝΙΚΗ [1237,503,1509,516]
classified-ad: ΒΙΛΕΣ — ΔΙΑΜΕΡΙΣΜΑΤΑ πωλούνται εις Περαίαν. Τηλ. 79-324. [632,423,807,442]
lever-hellas-ad [1188,639,1558,873]
divider [1188,257,1558,258]
divider [439,494,625,495]
telefunken-notice [642,1223,1171,1524]
divider [29,305,431,306]
phone-label: Διά παραγγελίας [1205,809,1425,838]
classifieds-banner: Μικραί αγγελίαι [632,67,1181,132]
